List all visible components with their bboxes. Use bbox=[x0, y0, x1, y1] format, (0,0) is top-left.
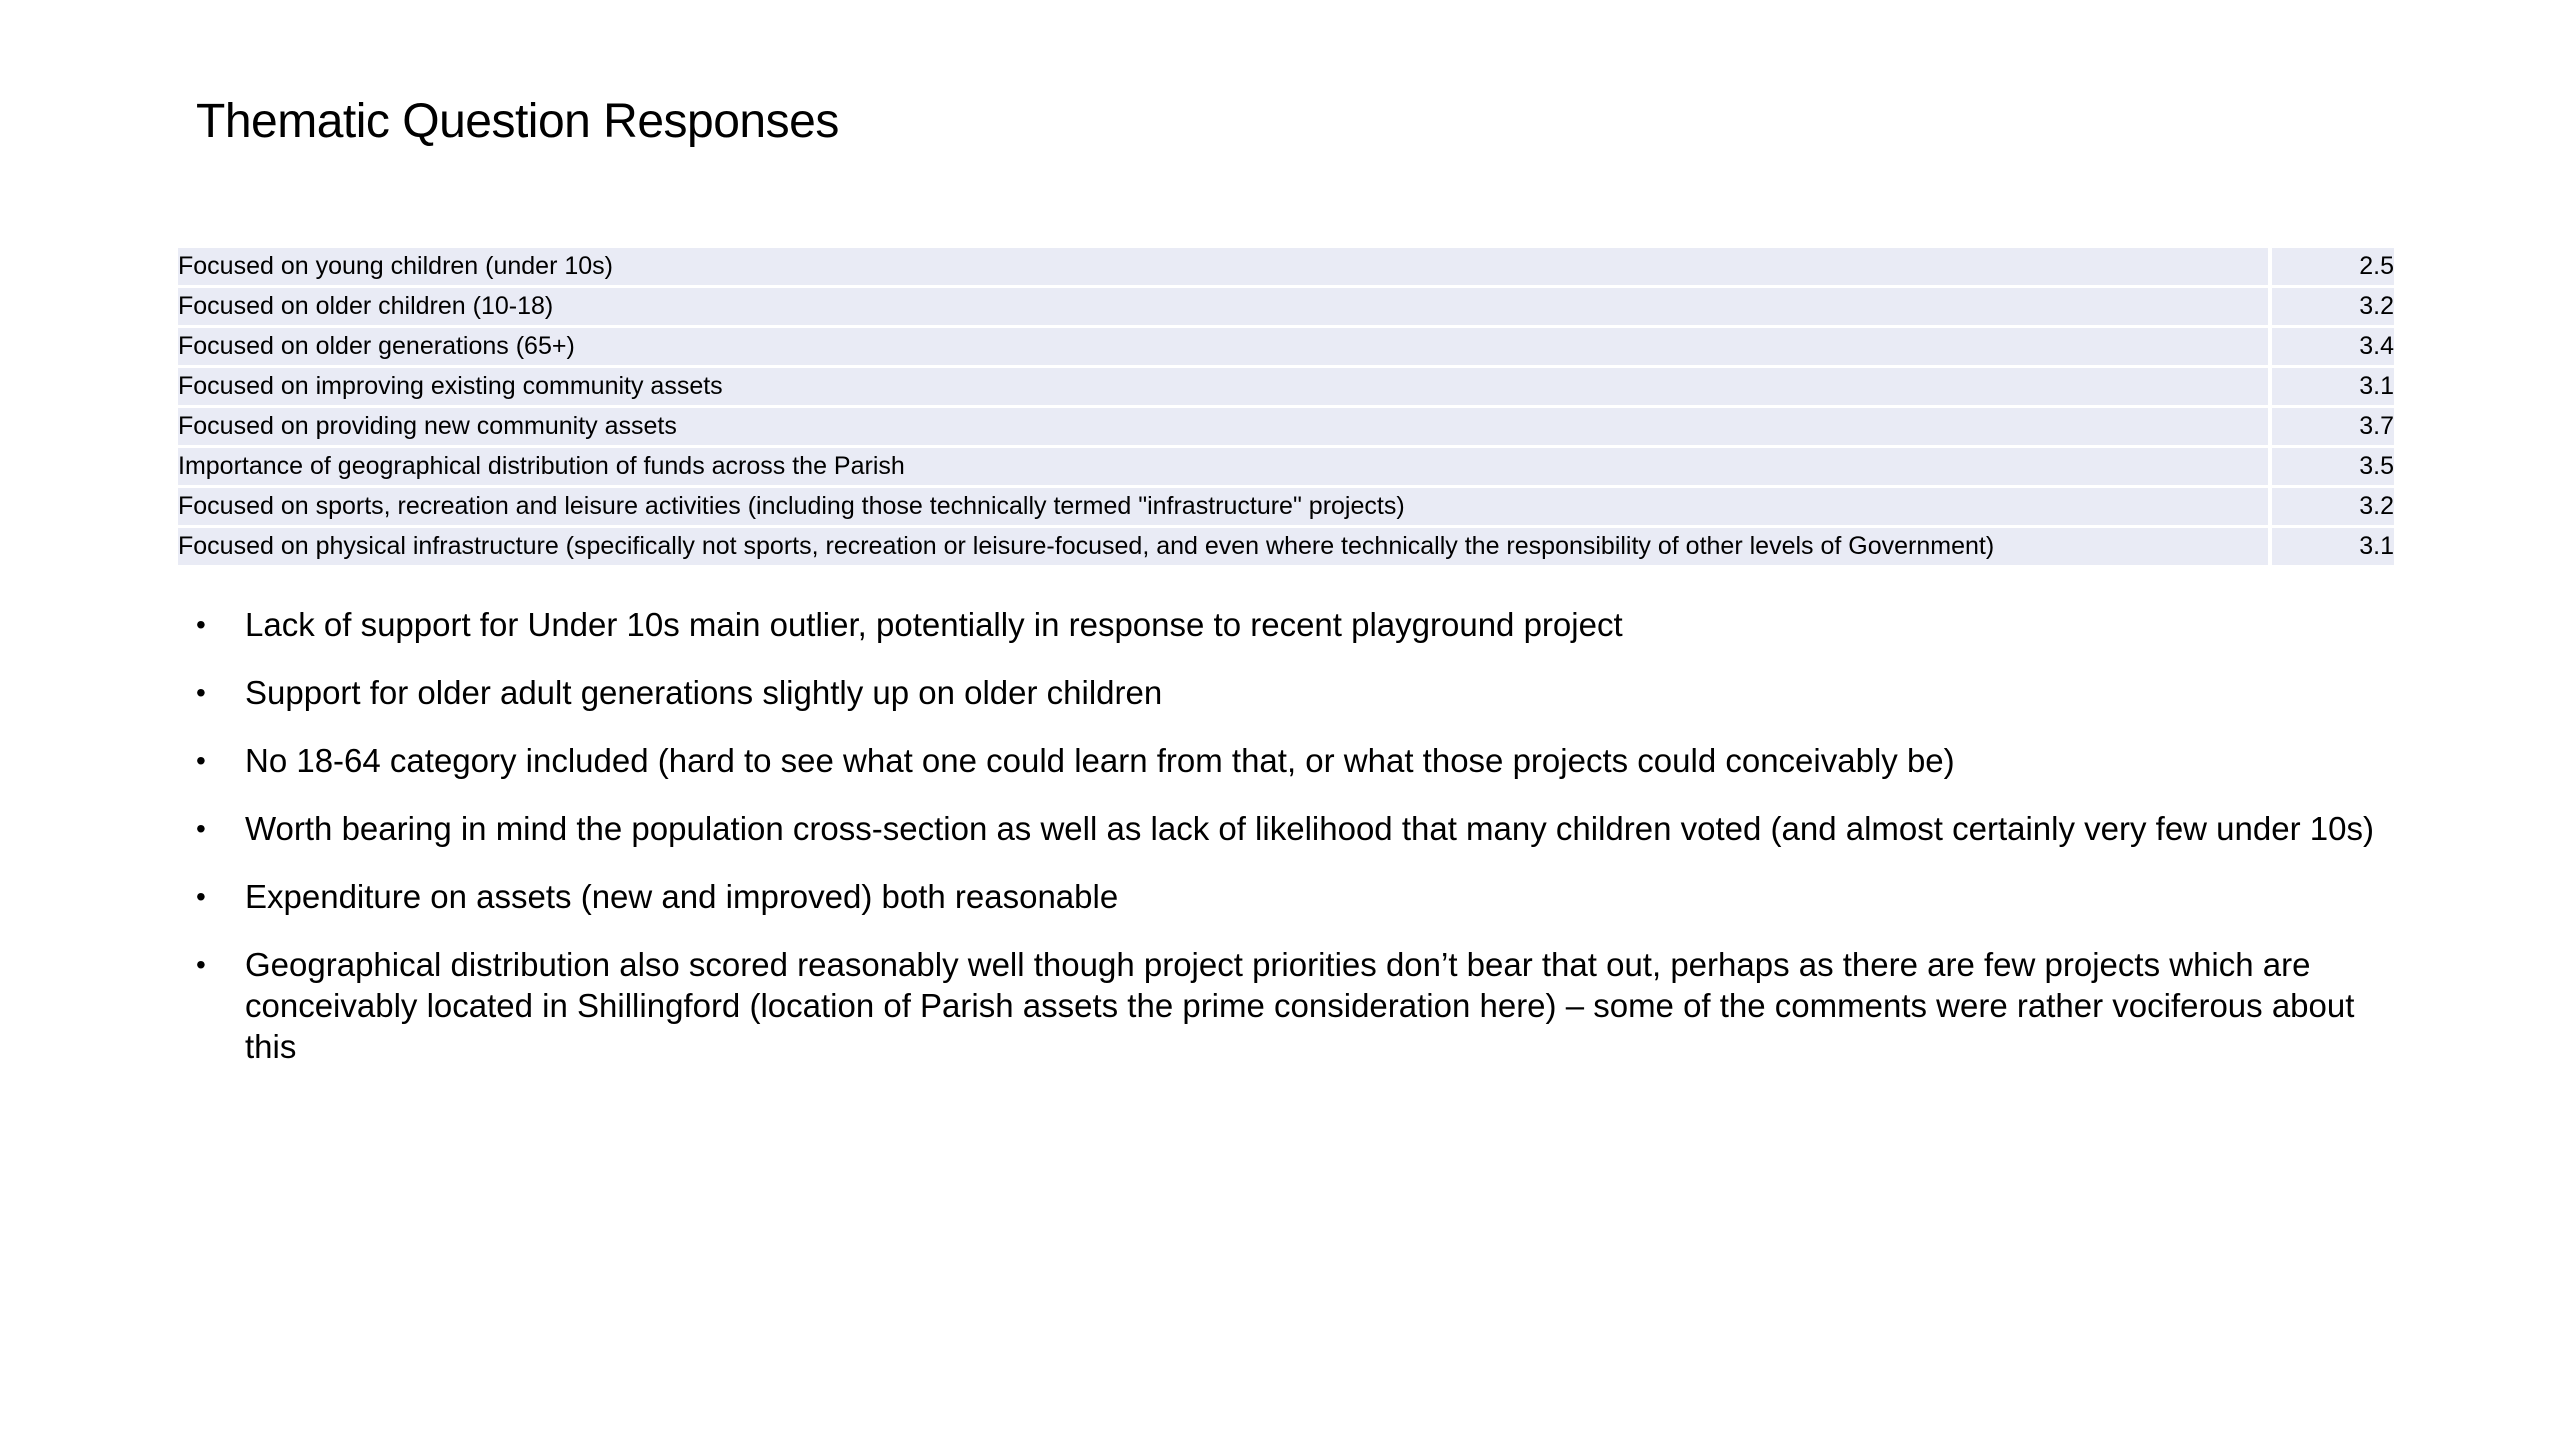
finding-item bbox=[196, 876, 2396, 917]
finding-item bbox=[196, 944, 2396, 1067]
finding-text: Lack of support for Under 10s main outlier, potentially in response to recent playground project bbox=[245, 606, 1623, 643]
average-score: 3.5 bbox=[2272, 448, 2394, 485]
finding-item bbox=[196, 604, 2396, 645]
finding-text: Support for older adult generations slightly up on older children bbox=[245, 674, 1163, 711]
bullet-marker: • bbox=[196, 949, 206, 980]
bullet-marker: • bbox=[196, 813, 206, 844]
question-label: Focused on physical infrastructure (specifically not sports, recreation or leisure-focused, and even where technically the responsibility of other levels of Government) bbox=[178, 528, 2268, 565]
slide-title: Thematic Question Responses bbox=[196, 95, 839, 148]
average-score: 3.4 bbox=[2272, 328, 2394, 365]
bullet-marker: • bbox=[196, 677, 206, 708]
finding-item bbox=[196, 672, 2396, 713]
average-score: 3.1 bbox=[2272, 528, 2394, 565]
bullet-marker: • bbox=[196, 609, 206, 640]
average-score: 3.1 bbox=[2272, 368, 2394, 405]
table-row bbox=[178, 448, 2394, 485]
average-score: 2.5 bbox=[2272, 248, 2394, 285]
table-row bbox=[178, 368, 2394, 405]
bullet-marker: • bbox=[196, 881, 206, 912]
question-label: Focused on providing new community assets bbox=[178, 408, 2268, 445]
table-row bbox=[178, 488, 2394, 525]
findings-list bbox=[196, 604, 2396, 1094]
finding-text: Worth bearing in mind the population cross-section as well as lack of likelihood that many children voted (and almost certainly very few under 10s) bbox=[245, 810, 2374, 847]
table-row bbox=[178, 248, 2394, 285]
question-label: Focused on sports, recreation and leisure activities (including those technically termed "infrastructure" projects) bbox=[178, 488, 2268, 525]
question-label: Focused on young children (under 10s) bbox=[178, 248, 2268, 285]
responses-table bbox=[178, 245, 2394, 568]
average-score: 3.2 bbox=[2272, 288, 2394, 325]
table-row bbox=[178, 328, 2394, 365]
average-score: 3.7 bbox=[2272, 408, 2394, 445]
question-label: Focused on older generations (65+) bbox=[178, 328, 2268, 365]
table-row bbox=[178, 528, 2394, 565]
finding-item bbox=[196, 808, 2396, 849]
finding-text: No 18-64 category included (hard to see what one could learn from that, or what those projects could conceivably be) bbox=[245, 742, 1955, 779]
question-label: Focused on improving existing community assets bbox=[178, 368, 2268, 405]
question-label: Importance of geographical distribution of funds across the Parish bbox=[178, 448, 2268, 485]
table-row bbox=[178, 288, 2394, 325]
question-label: Focused on older children (10-18) bbox=[178, 288, 2268, 325]
finding-item bbox=[196, 740, 2396, 781]
finding-text: Expenditure on assets (new and improved) both reasonable bbox=[245, 878, 1119, 915]
bullet-marker: • bbox=[196, 745, 206, 776]
average-score: 3.2 bbox=[2272, 488, 2394, 525]
table-row bbox=[178, 408, 2394, 445]
finding-text: Geographical distribution also scored reasonably well though project priorities don’t bear that out, perhaps as there are few projects which are conceivably located in Shillingford (location of Parish assets the prime consideration here) – some of the comments were rather vociferous about this bbox=[245, 946, 2355, 1065]
